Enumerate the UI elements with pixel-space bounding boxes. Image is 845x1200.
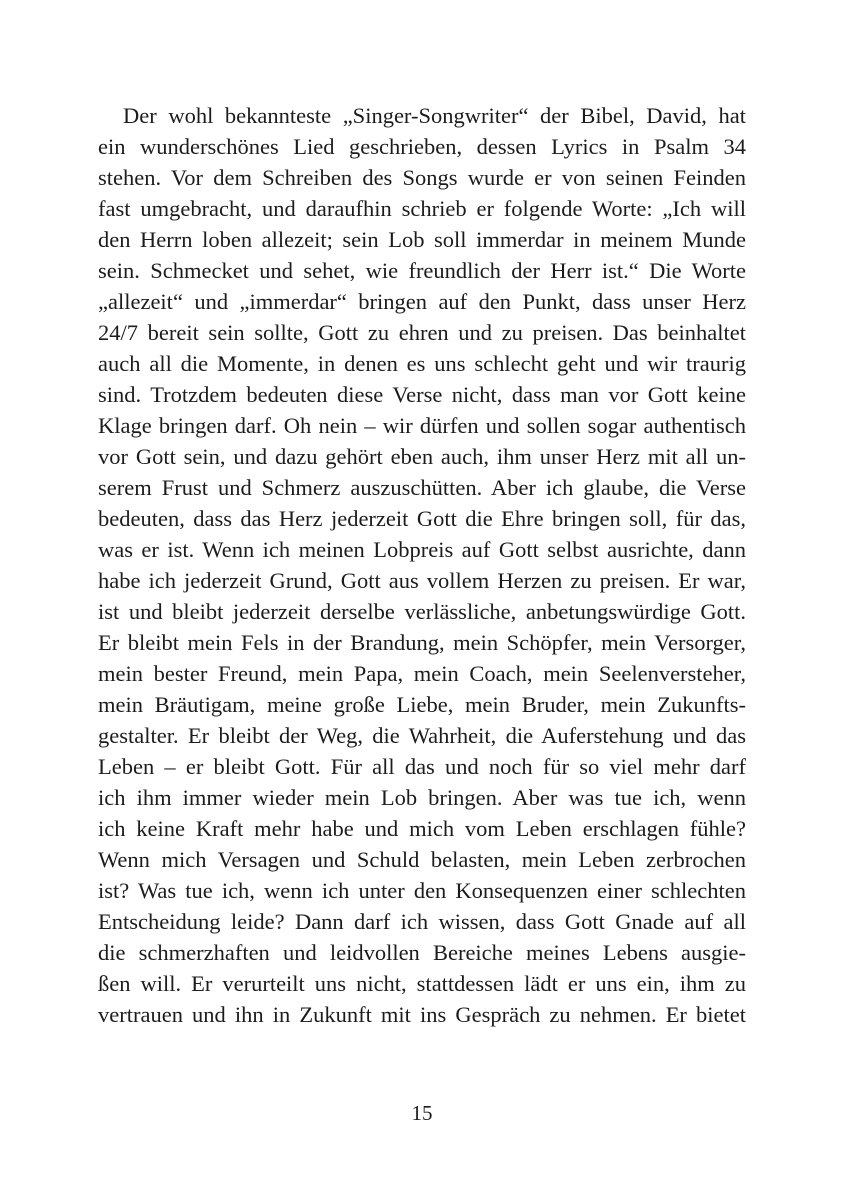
text-line: sein. Schmecket und sehet, wie freundlich der Herr ist.“ Die Worte (98, 258, 746, 283)
page-number: 15 (411, 1101, 433, 1125)
text-line: ein wunderschönes Lied geschrieben, dessen Lyrics in Psalm 34 (98, 134, 746, 159)
text-line: stehen. Vor dem Schreiben des Songs wurde er von seinen Feinden (98, 165, 746, 190)
text-line: mein Bräutigam, meine große Liebe, mein Bruder, mein Zukunfts- (98, 692, 746, 717)
text-line: auch all die Momente, in denen es uns schlecht geht und wir traurig (98, 351, 746, 376)
text-line: serem Frust und Schmerz auszuschütten. Aber ich glaube, die Verse (98, 475, 746, 500)
text-line: gestalter. Er bleibt der Weg, die Wahrheit, die Auferstehung und das (98, 723, 746, 748)
text-line: ist? Was tue ich, wenn ich unter den Konsequenzen einer schlechten (98, 878, 746, 903)
text-line: mein bester Freund, mein Papa, mein Coach, mein Seelenversteher, (98, 661, 746, 686)
text-line: vor Gott sein, und dazu gehört eben auch, ihm unser Herz mit all un- (98, 444, 746, 469)
text-line: was er ist. Wenn ich meinen Lobpreis auf Gott selbst ausrichte, dann (98, 537, 746, 562)
text-line: Entscheidung leide? Dann darf ich wissen, dass Gott Gnade auf all (98, 909, 746, 934)
text-line: ist und bleibt jederzeit derselbe verlässliche, anbetungswürdige Gott. (98, 599, 746, 624)
text-line: fast umgebracht, und daraufhin schrieb er folgende Worte: „Ich will (98, 196, 746, 221)
body-text-block (98, 100, 746, 1030)
text-line: Er bleibt mein Fels in der Brandung, mein Schöpfer, mein Versorger, (98, 630, 746, 655)
text-line: Klage bringen darf. Oh nein – wir dürfen und sollen sogar authentisch (98, 413, 746, 438)
text-line: Der wohl bekannteste „Singer-Songwriter“ der Bibel, David, hat (123, 103, 746, 128)
text-line: Wenn mich Versagen und Schuld belasten, mein Leben zerbrochen (98, 847, 746, 872)
text-line: habe ich jederzeit Grund, Gott aus vollem Herzen zu preisen. Er war, (98, 568, 746, 593)
text-line: Leben – er bleibt Gott. Für all das und noch für so viel mehr darf (98, 754, 746, 779)
text-line: ßen will. Er verurteilt uns nicht, stattdessen lädt er uns ein, ihm zu (98, 971, 746, 996)
text-line: ich keine Kraft mehr habe und mich vom Leben erschlagen fühle? (98, 816, 746, 841)
text-line: bedeuten, dass das Herz jederzeit Gott die Ehre bringen soll, für das, (98, 506, 746, 531)
text-line: vertrauen und ihn in Zukunft mit ins Gespräch zu nehmen. Er bietet (98, 1002, 746, 1027)
text-line: sind. Trotzdem bedeuten diese Verse nicht, dass man vor Gott keine (98, 382, 746, 407)
text-line: die schmerzhaften und leidvollen Bereiche meines Lebens ausgie- (98, 940, 746, 965)
text-line: den Herrn loben allezeit; sein Lob soll immerdar in meinem Munde (98, 227, 746, 252)
text-line: ich ihm immer wieder mein Lob bringen. Aber was tue ich, wenn (98, 785, 746, 810)
text-line: 24/7 bereit sein sollte, Gott zu ehren und zu preisen. Das beinhaltet (98, 320, 746, 345)
text-line: „allezeit“ und „immerdar“ bringen auf den Punkt, dass unser Herz (98, 289, 746, 314)
